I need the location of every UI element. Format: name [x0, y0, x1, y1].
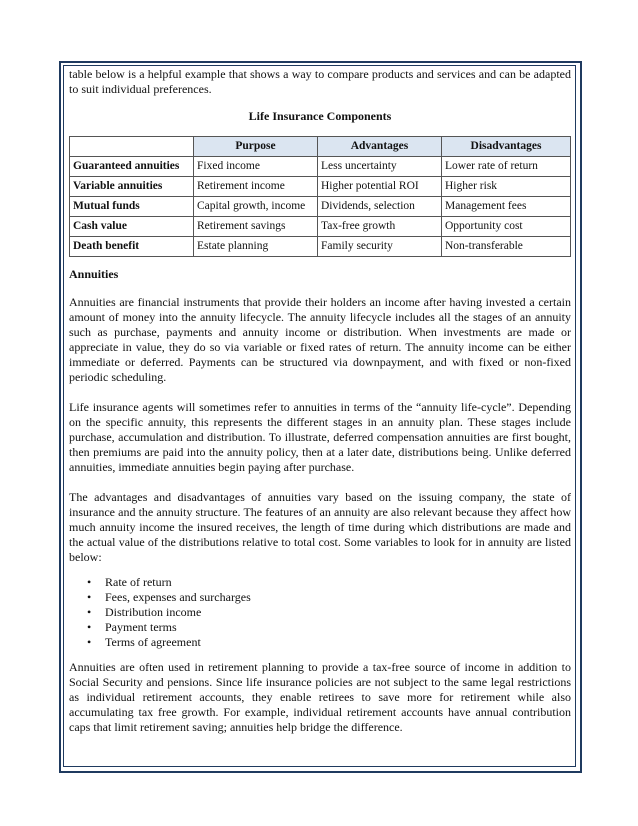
table-row: [70, 217, 571, 237]
header-cell-disadvantages: Disadvantages: [442, 137, 571, 157]
header-cell-advantages: Advantages: [318, 137, 442, 157]
table-row: [70, 197, 571, 217]
table-cell: Fixed income: [194, 157, 318, 177]
list-item: • Terms of agreement: [105, 635, 571, 650]
components-table: [69, 136, 571, 257]
table-cell: Family security: [318, 237, 442, 257]
table-row: [70, 237, 571, 257]
section-heading: Annuities: [69, 267, 119, 281]
table-cell: Estate planning: [194, 237, 318, 257]
table-cell: Mutual funds: [70, 197, 194, 217]
table-cell: Opportunity cost: [442, 217, 571, 237]
table-header-row: [70, 137, 571, 157]
table-cell: Capital growth, income: [194, 197, 318, 217]
paragraph: Annuities are often used in retirement planning to provide a tax-free source of income in addition to Social Security and pensions. Since life insurance policies are not subject to the same legal restrictions as individual retirement accounts, they enable retirees to save more for retirement while also accumulating tax free growth. For example, individual retirement accounts have annual contribution caps that limit retirement saving; annuities help bridge the difference.: [69, 660, 571, 734]
intro-paragraph: table below is a helpful example that shows a way to compare products and services and can be adapted to suit individual preferences.: [69, 67, 571, 96]
paragraph: Life insurance agents will sometimes refer to annuities in terms of the “annuity life-cycle”. Depending on the specific annuity, this represents the different stages in an annuity plan. These stages include purchase, accumulation and distribution. To illustrate, deferred compensation annuities are first bought, then premiums are paid into the annuity policy, then at a later date, distributions being. Unlike deferred annuities, immediate annuities begin paying after purchase.: [69, 400, 571, 474]
table-cell: Death benefit: [70, 237, 194, 257]
paragraph: The advantages and disadvantages of annuities vary based on the issuing company, the state of insurance and the annuity structure. The features of an annuity are also relevant because they affect how much annuity income the insured receives, the length of time during which distributions are made and the actual value of the distributions relative to total cost. Some variables to look for in annuity are listed below:: [69, 490, 571, 564]
variables-list: [69, 575, 571, 650]
table-cell: Variable annuities: [70, 177, 194, 197]
table-cell: Management fees: [442, 197, 571, 217]
list-item: • Fees, expenses and surcharges: [105, 590, 571, 605]
table-title: Life Insurance Components: [248, 109, 392, 123]
table-row: [70, 177, 571, 197]
paragraph: Annuities are financial instruments that provide their holders an income after having invested a certain amount of money into the annuity lifecycle. The annuity lifecycle includes all the stages of an annuity such as purchase, payments and annuity income or distribution. When investments are made or appreciate in value, they do so via variable or fixed rates of return. The annuity income can be either immediate or deferred. Payments can be structured via downpayment, and with fixed or non-fixed periodic scheduling.: [69, 295, 571, 384]
table-cell: Higher risk: [442, 177, 571, 197]
table-cell: Less uncertainty: [318, 157, 442, 177]
table-cell: Retirement income: [194, 177, 318, 197]
table-cell: Cash value: [70, 217, 194, 237]
table-cell: Guaranteed annuities: [70, 157, 194, 177]
header-cell-purpose: Purpose: [194, 137, 318, 157]
table-row: [70, 157, 571, 177]
table-cell: Tax-free growth: [318, 217, 442, 237]
table-cell: Non-transferable: [442, 237, 571, 257]
table-cell: Retirement savings: [194, 217, 318, 237]
document-body: [69, 67, 571, 735]
table-cell: Lower rate of return: [442, 157, 571, 177]
list-item: • Distribution income: [105, 605, 571, 620]
header-cell-blank: [70, 137, 194, 157]
table-cell: Dividends, selection: [318, 197, 442, 217]
list-item: • Payment terms: [105, 620, 571, 635]
table-cell: Higher potential ROI: [318, 177, 442, 197]
list-item: • Rate of return: [105, 575, 571, 590]
